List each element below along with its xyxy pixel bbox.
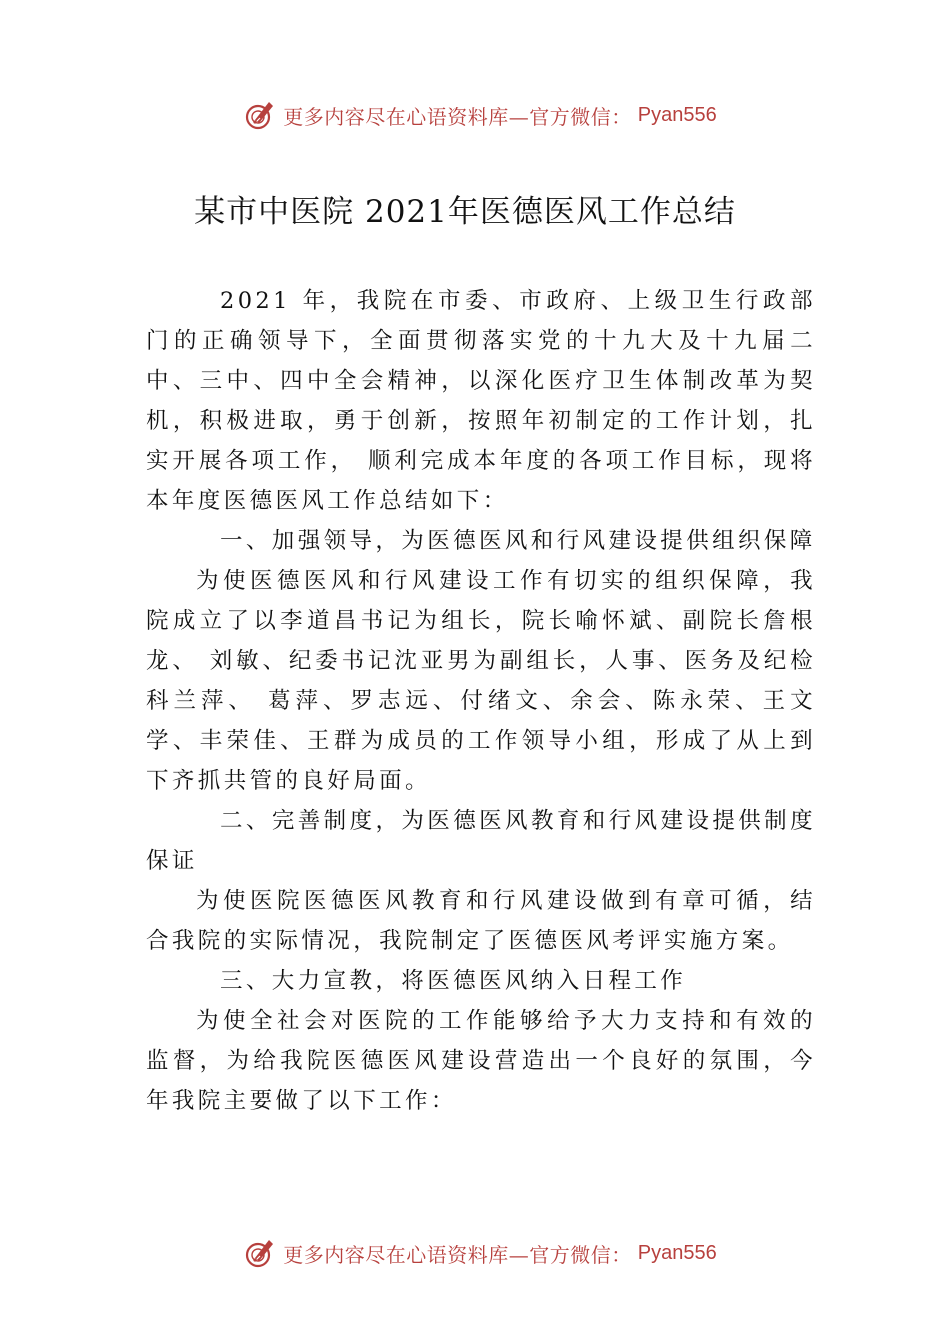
body-paragraph: 为使医德医风和行风建设工作有切实的组织保障，我院成立了以李道昌书记为组长，院长喻怀斌、副院长詹根龙、 刘敏、纪委书记沈亚男为副组长，人事、医务及纪检科兰萍、 葛萍、罗志远、付绪文、余会、陈永荣、王文学、丰荣佳、王群为成员的工作领导小组，形成了从上到下齐抓共管的良好局面。 bbox=[146, 568, 816, 794]
pen-nib-logo-icon bbox=[243, 98, 277, 132]
section-heading-3: 三、大力宣教，将医德医风纳入日程工作 bbox=[220, 968, 687, 994]
pen-nib-logo-icon bbox=[243, 1236, 277, 1270]
section-heading-1: 一、加强领导，为医德医风和行风建设提供组织保障 bbox=[220, 528, 816, 554]
banner-wechat-handle: Pyan556 bbox=[637, 1241, 717, 1264]
footer-watermark-banner bbox=[0, 1233, 950, 1273]
banner-wechat-handle: Pyan556 bbox=[637, 103, 717, 126]
body-paragraph: 为使医院医德医风教育和行风建设做到有章可循，结合我院的实际情况，我院制定了医德医风考评实施方案。 bbox=[146, 888, 816, 954]
intro-paragraph: 2021 年，我院在市委、市政府、上级卫生行政部门的正确领导下，全面贯彻落实党的十九大及十九届二中、三中、四中全会精神，以深化医疗卫生体制改革为契机，积极进取，勇于创新，按照年初制定的工作计划，扎实开展各项工作， 顺利完成本年度的各项工作目标，现将本年度医德医风工作总结如下： bbox=[146, 288, 816, 514]
section-heading-2: 二、完善制度，为医德医风教育和行风建设提供制度保证 bbox=[146, 808, 816, 874]
banner-text: 更多内容尽在心语资料库—官方微信： bbox=[283, 1242, 632, 1267]
body-paragraph: 为使全社会对医院的工作能够给予大力支持和有效的监督，为给我院医德医风建设营造出一个良好的氛围，今年我院主要做了以下工作： bbox=[146, 1008, 816, 1114]
banner-text: 更多内容尽在心语资料库—官方微信： bbox=[283, 104, 632, 129]
header-watermark-banner bbox=[0, 95, 950, 135]
document-title: 某市中医院 2021年医德医风工作总结 bbox=[194, 194, 736, 230]
document-body bbox=[146, 281, 816, 1121]
